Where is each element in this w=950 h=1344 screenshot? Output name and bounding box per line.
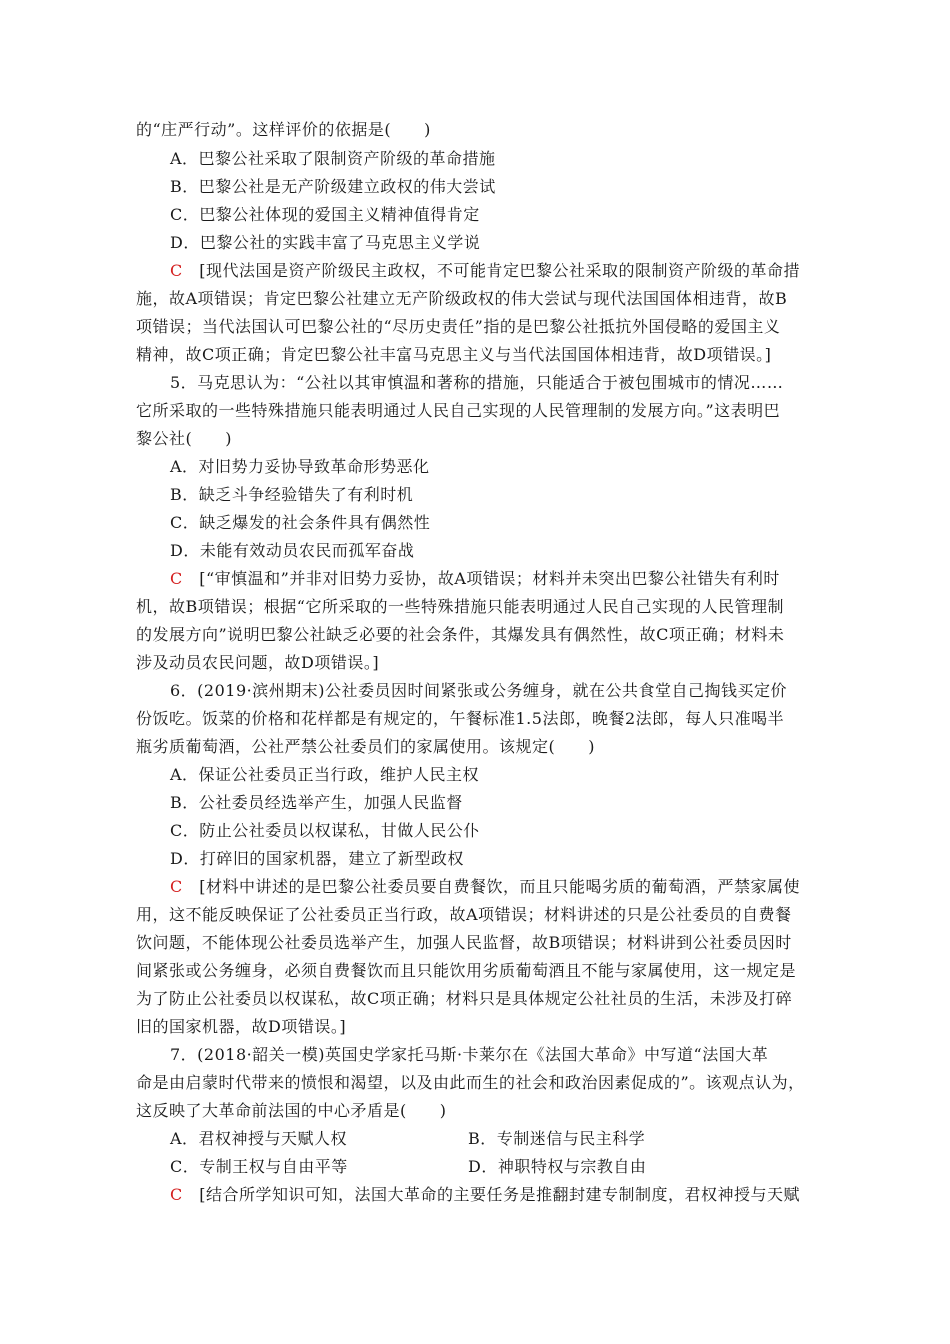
q5-stem-line: 5．马克思认为：“公社以其审慎温和著称的措施，只能适合于被包围城市的情况…… <box>170 373 784 392</box>
q7-explanation-line: C [结合所学知识可知，法国大革命的主要任务是推翻封建专制制度，君权神授与天赋 <box>170 1185 800 1204</box>
q4-answer: C <box>170 261 183 280</box>
q7-stem-line: 命是由启蒙时代带来的愤恨和渴望，以及由此而生的社会和政治因素促成的”。该观点认为， <box>136 1073 805 1092</box>
q6-option-a: A．保证公社委员正当行政，维护人民主权 <box>170 765 480 784</box>
q5-option-c: C．缺乏爆发的社会条件具有偶然性 <box>170 513 431 532</box>
q5-option-d: D．未能有效动员农民而孤军奋战 <box>170 541 415 560</box>
q4-explanation-line: 施，故A项错误；肯定巴黎公社建立无产阶级政权的伟大尝试与现代法国国体相违背，故B <box>136 289 788 308</box>
q4-option-c: C．巴黎公社体现的爱国主义精神值得肯定 <box>170 205 480 224</box>
q5-option-b: B．缺乏斗争经验错失了有利时机 <box>170 485 414 504</box>
q4-explanation-line: 精神，故C项正确；肯定巴黎公社丰富马克思主义与当代法国国体相违背，故D项错误。] <box>136 345 772 364</box>
q4-stem-tail: 的“庄严行动”。这样评价的依据是( ) <box>136 120 431 139</box>
q6-explanation-line: 间紧张或公务缠身，必须自费餐饮而且只能饮用劣质葡萄酒且不能与家属使用，这一规定是 <box>136 961 797 980</box>
q7-option-b: B．专制迷信与民主科学 <box>468 1129 646 1148</box>
q6-option-c: C．防止公社委员以权谋私，甘做人民公仆 <box>170 821 480 840</box>
q5-stem-line: 它所采取的一些特殊措施只能表明通过人民自己实现的人民管理制的发展方向。”这表明巴 <box>136 401 781 420</box>
q6-explanation-line: 饮问题，不能体现公社委员选举产生，加强人民监督，故B项错误；材料讲到公社委员因时 <box>136 933 792 952</box>
q7-answer: C <box>170 1185 183 1204</box>
q4-explanation-line: C [现代法国是资产阶级民主政权，不可能肯定巴黎公社采取的限制资产阶级的革命措 <box>170 261 800 280</box>
q5-stem-line: 黎公社( ) <box>136 429 232 448</box>
q7-stem-line: 7．(2018·韶关一模)英国史学家托马斯·卡莱尔在《法国大革命》中写道“法国大革 <box>170 1045 769 1064</box>
q7-options-row <box>170 1153 860 1181</box>
q7-options-row <box>170 1125 860 1153</box>
q5-explanation-line: C [“审慎温和”并非对旧势力妥协，故A项错误；材料并未突出巴黎公社错失有利时 <box>170 569 780 588</box>
q6-explanation-line: 为了防止公社委员以权谋私，故C项正确；材料只是具体规定公社社员的生活，未涉及打碎 <box>136 989 793 1008</box>
q6-explanation-line: 用，这不能反映保证了公社委员正当行政，故A项错误；材料讲述的只是公社委员的自费餐 <box>136 905 792 924</box>
q5-option-a: A．对旧势力妥协导致革命形势恶化 <box>170 457 430 476</box>
q4-option-b: B．巴黎公社是无产阶级建立政权的伟大尝试 <box>170 177 496 196</box>
q5-explanation-line: 涉及动员农民问题，故D项错误。] <box>136 653 380 672</box>
q4-option-d: D．巴黎公社的实践丰富了马克思主义学说 <box>170 233 481 252</box>
q5-explanation-line: 机，故B项错误；根据“它所采取的一些特殊措施只能表明通过人民自己实现的人民管理制 <box>136 597 784 616</box>
q6-stem-line: 瓶劣质葡萄酒，公社严禁公社委员们的家属使用。该规定( ) <box>136 737 595 756</box>
q6-explanation-line: 旧的国家机器，故D项错误。] <box>136 1017 347 1036</box>
q7-stem-line: 这反映了大革命前法国的中心矛盾是( ) <box>136 1101 447 1120</box>
q7-option-d: D．神职特权与宗教自由 <box>468 1157 647 1176</box>
q4-option-a: A．巴黎公社采取了限制资产阶级的革命措施 <box>170 149 496 168</box>
q7-option-c: C．专制王权与自由平等 <box>170 1157 348 1176</box>
q6-explanation-line: C [材料中讲述的是巴黎公社委员要自费餐饮，而且只能喝劣质的葡萄酒，严禁家属使 <box>170 877 800 896</box>
q4-explanation-line: 项错误；当代法国认可巴黎公社的“尽历史责任”指的是巴黎公社抵抗外国侵略的爱国主义 <box>136 317 781 336</box>
q6-answer: C <box>170 877 183 896</box>
q5-answer: C <box>170 569 183 588</box>
q6-option-d: D．打碎旧的国家机器，建立了新型政权 <box>170 849 464 868</box>
q6-option-b: B．公社委员经选举产生，加强人民监督 <box>170 793 463 812</box>
q6-stem-line: 份饭吃。饭菜的价格和花样都是有规定的，午餐标准1.5法郎，晚餐2法郎，每人只准喝半 <box>136 709 785 728</box>
q6-stem-line: 6．(2019·滨州期末)公社委员因时间紧张或公务缠身，就在公共食堂自己掏钱买定价 <box>170 681 787 700</box>
q5-explanation-line: 的发展方向”说明巴黎公社缺乏必要的社会条件，其爆发具有偶然性，故C项正确；材料未 <box>136 625 785 644</box>
q7-option-a: A．君权神授与天赋人权 <box>170 1129 348 1148</box>
